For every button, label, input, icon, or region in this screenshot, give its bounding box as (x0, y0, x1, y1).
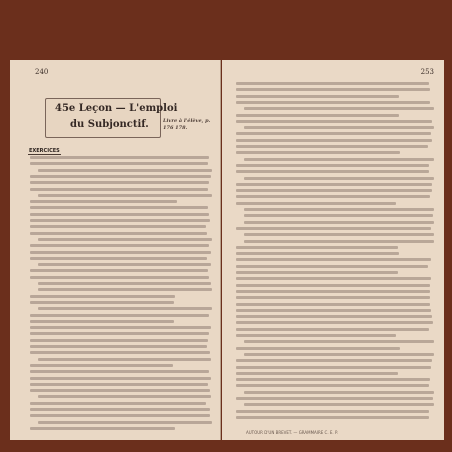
text-line (30, 269, 208, 272)
text-line (38, 358, 211, 361)
text-line (38, 421, 212, 424)
text-line (30, 414, 210, 417)
text-line (236, 252, 399, 255)
text-line (236, 416, 429, 419)
text-line (38, 288, 212, 291)
right-page-number: 253 (420, 68, 434, 76)
text-line (236, 359, 432, 362)
text-line (236, 410, 429, 413)
text-line (30, 232, 207, 235)
text-line (244, 340, 434, 343)
text-line (236, 309, 431, 312)
text-line (38, 263, 211, 266)
text-line (38, 194, 212, 197)
text-line (236, 277, 431, 280)
text-line (236, 334, 396, 337)
text-line (30, 427, 175, 430)
text-line (244, 214, 433, 217)
text-line (30, 200, 177, 203)
text-line (236, 183, 432, 186)
text-line (244, 233, 434, 236)
text-line (236, 170, 429, 173)
text-line (236, 189, 432, 192)
lesson-subtitle: du Subjonctif. (70, 119, 149, 130)
text-line (30, 244, 209, 247)
text-line (236, 271, 398, 274)
text-line (30, 219, 210, 222)
text-line (30, 326, 211, 329)
text-line (236, 95, 399, 98)
text-line (236, 290, 430, 293)
text-line (30, 251, 211, 254)
text-line (244, 177, 434, 180)
text-line (236, 101, 430, 104)
book-reference: Livre à l'élève, p. 176 178. (163, 118, 211, 131)
text-line (30, 377, 211, 380)
lesson-title-box (45, 98, 178, 138)
text-line (30, 175, 211, 178)
text-line (236, 315, 432, 318)
text-line (30, 383, 208, 386)
exercises-label: EXERCICES (29, 148, 60, 154)
text-line (30, 345, 207, 348)
text-line (30, 156, 209, 159)
text-line (30, 389, 210, 392)
text-line (30, 206, 208, 209)
text-line (244, 126, 434, 129)
left-page (10, 60, 221, 440)
text-line (30, 339, 208, 342)
text-line (236, 227, 431, 230)
text-line (244, 403, 434, 406)
lesson-title: 45e Leçon — L'emploi (55, 103, 178, 114)
text-line (244, 158, 434, 161)
text-line (38, 282, 211, 285)
text-line (236, 139, 432, 142)
right-page (222, 60, 444, 440)
text-line (236, 328, 429, 331)
text-line (236, 82, 429, 85)
text-line (30, 314, 209, 317)
text-line (30, 225, 206, 228)
left-page-number: 240 (35, 68, 49, 76)
text-line (30, 320, 174, 323)
text-line (30, 181, 209, 184)
text-line (30, 370, 209, 373)
text-line (236, 384, 429, 387)
text-line (236, 151, 400, 154)
text-line (236, 246, 398, 249)
text-line (236, 202, 396, 205)
right-page-footer: AUTOUR D'UN BREVET. — GRAMMAIRE C. E. P. (246, 430, 339, 435)
text-line (30, 351, 210, 354)
text-line (30, 364, 173, 367)
text-line (244, 353, 434, 356)
text-line (38, 238, 212, 241)
text-line (236, 114, 399, 117)
text-line (236, 347, 400, 350)
text-line (236, 397, 433, 400)
text-line (236, 132, 431, 135)
text-line (30, 162, 208, 165)
text-line (244, 240, 434, 243)
text-line (236, 88, 430, 91)
text-line (30, 408, 210, 411)
text-line (30, 332, 209, 335)
text-line (30, 301, 174, 304)
text-line (236, 321, 433, 324)
text-line (236, 164, 429, 167)
text-line (244, 107, 434, 110)
text-line (244, 221, 434, 224)
text-line (30, 188, 208, 191)
text-line (244, 208, 434, 211)
text-line (30, 402, 206, 405)
text-line (236, 372, 398, 375)
text-line (236, 120, 432, 123)
text-line (236, 265, 428, 268)
text-line (236, 258, 431, 261)
text-line (30, 276, 209, 279)
text-line (38, 395, 211, 398)
text-line (30, 257, 207, 260)
text-line (38, 169, 212, 172)
text-line (236, 145, 428, 148)
text-line (244, 391, 434, 394)
text-line (236, 303, 430, 306)
text-line (236, 296, 430, 299)
text-line (236, 284, 430, 287)
text-line (236, 366, 431, 369)
text-line (30, 213, 209, 216)
text-line (236, 378, 430, 381)
text-line (38, 307, 212, 310)
text-line (30, 295, 175, 298)
text-line (236, 195, 430, 198)
